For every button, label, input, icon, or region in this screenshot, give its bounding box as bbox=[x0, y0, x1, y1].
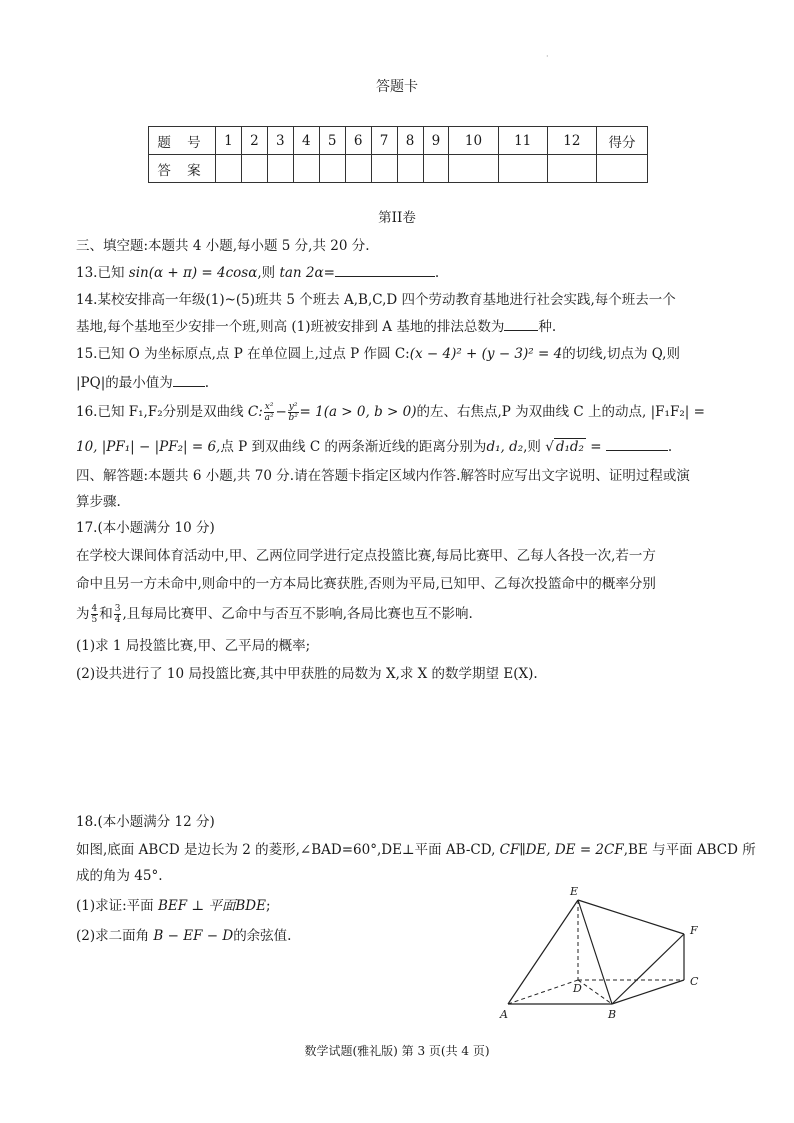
answer-cell[interactable] bbox=[371, 155, 397, 183]
question-18-line1 bbox=[76, 840, 756, 860]
q18-formula: B − EF − D bbox=[153, 928, 234, 944]
question-number-cell: 4 bbox=[293, 127, 319, 155]
question-number-cell: 11 bbox=[498, 127, 547, 155]
answer-card-number-row bbox=[149, 127, 648, 155]
question-15-line2 bbox=[76, 372, 726, 393]
edge-EA bbox=[508, 900, 578, 1004]
question-number-cell: 2 bbox=[241, 127, 267, 155]
q14-text: 种. bbox=[538, 319, 557, 335]
question-14-line1: 14.某校安排高一年级(1)~(5)班共 5 个班去 A,B,C,D 四个劳动教育基地进行社会实践,每个班去一个 bbox=[76, 292, 676, 308]
q15-formula: (x − 4)² + (y − 3)² = 4 bbox=[409, 346, 563, 362]
q18-text: ; bbox=[266, 898, 271, 914]
answer-cell[interactable] bbox=[397, 155, 423, 183]
q16-text: 16.已知 F₁,F₂分别是双曲线 bbox=[76, 404, 248, 420]
question-number-cell: 9 bbox=[423, 127, 449, 155]
q15-text: 15.已知 O 为坐标原点,点 P 在单位圆上,过点 P 作圆 C: bbox=[76, 346, 410, 362]
q13-text: 13.已知 bbox=[76, 265, 129, 281]
vertex-label-A: A bbox=[500, 1008, 508, 1021]
edge-DB-hidden bbox=[578, 980, 612, 1004]
question-number-cell: 10 bbox=[449, 127, 498, 155]
question-16-line1 bbox=[76, 402, 726, 423]
edge-EB bbox=[578, 900, 612, 1004]
q16-formula: 10, |PF₁| − |PF₂| = 6, bbox=[76, 439, 221, 455]
question-17-line1: 在学校大课间体育活动中,甲、乙两位同学进行定点投篮比赛,每局比赛甲、乙每人各投一次,若一方 bbox=[76, 548, 656, 564]
q16-text: . bbox=[667, 439, 673, 455]
answer-cell[interactable] bbox=[293, 155, 319, 183]
q16-formula: d₁, d₂ bbox=[486, 439, 524, 455]
question-number-cell: 8 bbox=[397, 127, 423, 155]
q17-fraction-a bbox=[91, 604, 99, 625]
q16-text: 点 P 到双曲线 C 的两条渐近线的距离分别为 bbox=[220, 439, 487, 455]
q18-text: (2)求二面角 bbox=[76, 928, 154, 944]
vertex-label-B: B bbox=[608, 1008, 617, 1021]
q17-fraction-b bbox=[114, 604, 122, 625]
question-number-cell: 1 bbox=[216, 127, 242, 155]
part4-heading-line1: 四、解答题:本题共 6 小题,共 70 分.请在答题卡指定区域内作答.解答时应写出文字说明、证明过程或演 bbox=[76, 468, 690, 484]
q17-text: 和 bbox=[99, 606, 113, 622]
q17-frac-num: 3 bbox=[114, 604, 121, 614]
vertex-label-F: F bbox=[690, 924, 698, 937]
q17-text: 为 bbox=[76, 606, 90, 622]
answer-card-answer-row bbox=[149, 155, 648, 183]
q16-text: 的左、右焦点,P 为双曲线 C 上的动点, |F₁F₂| = bbox=[416, 404, 705, 420]
question-14-line2 bbox=[76, 316, 726, 337]
q18-formula: CF∥DE, DE = 2CF bbox=[499, 842, 624, 858]
solid-geometry-figure bbox=[490, 880, 720, 1025]
question-17-title: 17.(本小题满分 10 分) bbox=[76, 520, 215, 536]
q16-text: ,则 bbox=[523, 439, 546, 455]
score-label: 得分 bbox=[597, 127, 648, 155]
answer-cell[interactable] bbox=[345, 155, 371, 183]
answer-cell[interactable] bbox=[423, 155, 449, 183]
q16-frac-den: b² bbox=[288, 413, 298, 423]
answer-cell[interactable] bbox=[498, 155, 547, 183]
question-17-line2: 命中且另一方未命中,则命中的一方本局比赛获胜,否则为平局,已知甲、乙每次投篮命中的概率分别 bbox=[76, 576, 656, 592]
question-number-cell: 3 bbox=[267, 127, 293, 155]
edge-EF bbox=[578, 900, 684, 934]
q18-text: 如图,底面 ABCD 是边长为 2 的菱形,∠BAD=60°,DE⊥平面 AB-CD, bbox=[76, 842, 500, 858]
question-15-line1 bbox=[76, 344, 726, 364]
q14-answer-blank[interactable] bbox=[504, 316, 538, 331]
edge-CB bbox=[612, 980, 684, 1004]
answer-cell[interactable] bbox=[216, 155, 242, 183]
q16-answer-blank[interactable] bbox=[606, 436, 668, 451]
question-13: 13.已知 sin(α + π) = 4cosα,则 tan 2α= . bbox=[76, 262, 726, 283]
question-number-cell: 12 bbox=[547, 127, 596, 155]
part4-heading-line2: 算步骤. bbox=[76, 494, 121, 510]
q13-answer-blank[interactable] bbox=[335, 262, 435, 277]
q13-text: = bbox=[323, 265, 335, 281]
q18-text: 的余弦值. bbox=[233, 928, 292, 944]
answer-cell[interactable] bbox=[449, 155, 498, 183]
question-number-cell: 6 bbox=[345, 127, 371, 155]
q16-frac-num: y² bbox=[288, 402, 298, 412]
q16-sqrt-body: d₁d₂ bbox=[555, 439, 584, 455]
q18-text: (1)求证:平面 bbox=[76, 898, 158, 914]
q17-frac-den: 5 bbox=[91, 615, 98, 625]
q18-formula: BEF ⊥ 平面BDE bbox=[157, 898, 266, 914]
answer-cell[interactable] bbox=[319, 155, 345, 183]
part3-heading: 三、填空题:本题共 4 小题,每小题 5 分,共 20 分. bbox=[76, 238, 370, 254]
question-18-line2: 成的角为 45°. bbox=[76, 868, 163, 884]
answer-card-table bbox=[148, 126, 648, 183]
q16-frac-num: x² bbox=[264, 402, 274, 412]
q17-frac-den: 4 bbox=[114, 615, 121, 625]
q16-sqrt: √ d₁d₂ bbox=[545, 439, 584, 455]
question-number-label: 题 号 bbox=[149, 127, 216, 155]
q16-formula: = 1(a > 0, b > 0) bbox=[299, 404, 417, 420]
q16-formula: − bbox=[275, 404, 287, 420]
question-18-title: 18.(本小题满分 12 分) bbox=[76, 814, 215, 830]
answer-cell[interactable] bbox=[267, 155, 293, 183]
answer-card-title: 答题卡 bbox=[376, 79, 418, 95]
q16-formula: C: bbox=[247, 404, 263, 420]
q17-text: ,且每局比赛甲、乙命中与否互不影响,各局比赛也互不影响. bbox=[122, 606, 473, 622]
q15-answer-blank[interactable] bbox=[173, 372, 205, 387]
question-17-line3 bbox=[76, 604, 726, 625]
q16-fraction-y bbox=[288, 402, 299, 423]
question-number-cell: 7 bbox=[371, 127, 397, 155]
q15-text: |PQ|的最小值为 bbox=[76, 375, 173, 391]
q15-text: 的切线,切点为 Q,则 bbox=[562, 346, 680, 362]
q13-formula: sin(α + π) = 4cosα bbox=[128, 265, 258, 281]
question-number-cell: 5 bbox=[319, 127, 345, 155]
scan-speck: · bbox=[546, 52, 549, 61]
edge-AD-hidden bbox=[508, 980, 578, 1004]
vertex-label-C: C bbox=[690, 975, 699, 988]
q17-frac-num: 4 bbox=[91, 604, 98, 614]
page-footer: 数学试题(雅礼版) 第 3 页(共 4 页) bbox=[304, 1044, 490, 1058]
vertex-label-E: E bbox=[570, 885, 579, 898]
question-17-part1: (1)求 1 局投篮比赛,甲、乙平局的概率; bbox=[76, 638, 311, 654]
edge-FB bbox=[612, 934, 684, 1004]
q14-text: 基地,每个基地至少安排一个班,则高 (1)班被安排到 A 基地的排法总数为 bbox=[76, 319, 505, 335]
q16-formula: = bbox=[585, 439, 606, 455]
q13-formula: tan 2α bbox=[279, 265, 324, 281]
answer-cell[interactable] bbox=[547, 155, 596, 183]
score-cell[interactable] bbox=[597, 155, 648, 183]
q18-text: ,BE 与平面 ABCD 所 bbox=[623, 842, 756, 858]
question-16-line2 bbox=[76, 436, 726, 457]
q16-frac-den: a² bbox=[264, 413, 274, 423]
answer-label: 答 案 bbox=[149, 155, 216, 183]
q13-text: ,则 bbox=[257, 265, 280, 281]
q16-fraction-x bbox=[264, 402, 275, 423]
vertex-label-D: D bbox=[573, 982, 582, 995]
question-17-part2: (2)设共进行了 10 局投篮比赛,其中甲获胜的局数为 X,求 X 的数学期望 E(X). bbox=[76, 666, 538, 682]
answer-cell[interactable] bbox=[241, 155, 267, 183]
q15-text: . bbox=[204, 375, 210, 391]
section-title: 第II卷 bbox=[378, 210, 416, 226]
